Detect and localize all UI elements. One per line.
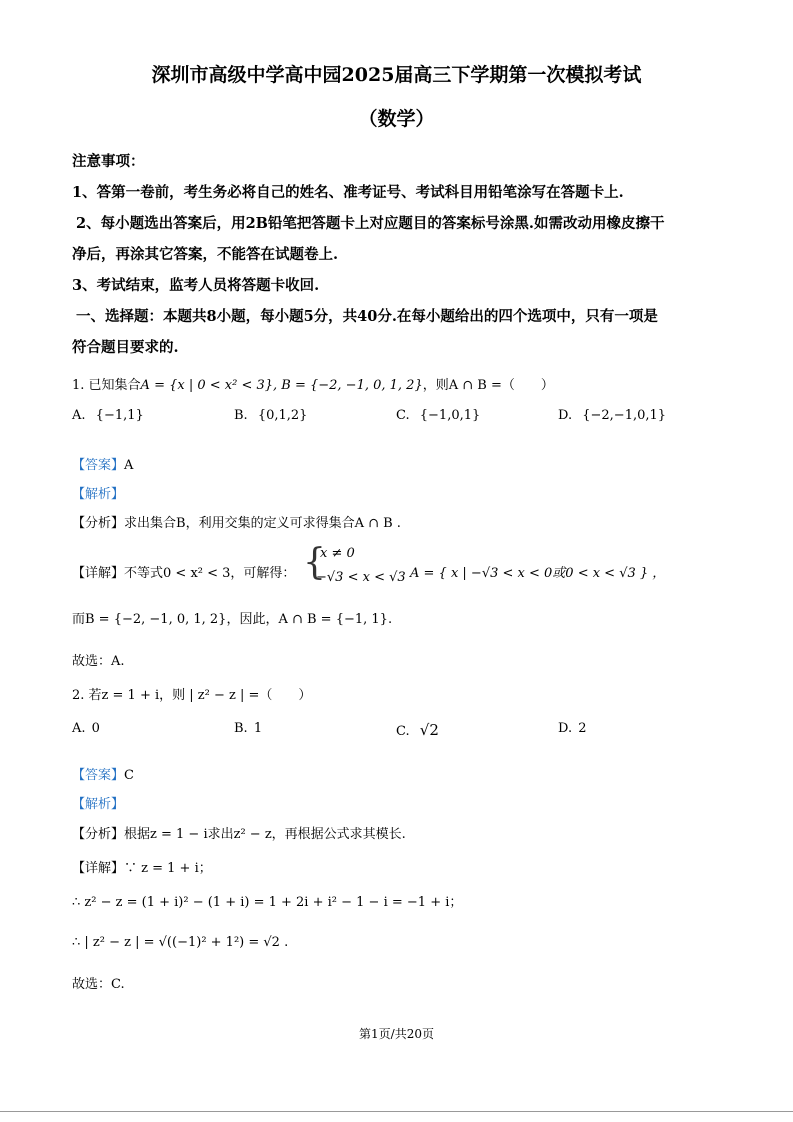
q1-line-b: 而B = {−2, −1, 0, 1, 2}，因此，A ∩ B = {−1, 1}. [72,612,393,627]
q2-stem: 2. 若z = 1 + i，则 | z² − z | =（ ） [72,688,312,703]
q2-option-c [396,721,439,739]
fenxi-text: 求出集合B，利用交集的定义可求得集合A ∩ B . [124,516,401,531]
page-bottom-divider [0,1111,793,1112]
q1-stem-math: A = {x | 0 < x² < 3}, B = {−2, −1, 0, 1, 2} [140,378,423,393]
option-value: {−1,0,1} [419,408,481,423]
option-label: C. [396,724,410,739]
q2-answer [72,764,134,783]
note-item-1: 1、答第一卷前，考生务必将自己的姓名、准考证号、考试科目用铅笔涂写在答题卡上. [72,184,624,201]
q1-option-b [234,408,307,423]
q2-analysis-tag: 【解析】 [72,797,125,812]
q2-option-b [234,721,262,736]
q1-sys-bottom: −√3 < x < √3 [316,570,406,585]
q1-option-c [396,408,480,423]
option-label: B. [234,721,248,736]
q2-line2: ∴ z² − z = (1 + i)² − (1 + i) = 1 + 2i + i² − 1 − i = −1 + i； [72,895,463,910]
q1-answer [72,454,133,473]
page-title: 深圳市高级中学高中园2025届高三下学期第一次模拟考试 [151,64,642,86]
q2-option-a [72,721,100,736]
xiangjie-text: ∵ z = 1 + i； [124,861,212,876]
page-subtitle: （数学） [358,108,435,130]
q1-option-d [558,408,666,423]
q1-sys-top: x ≠ 0 [320,546,355,561]
q2-fenxi [72,823,406,842]
q1-choice: 故选：A. [72,654,125,669]
xiangjie-tag: 【详解】 [72,861,125,876]
q1-xiangjie [72,562,295,581]
fenxi-tag: 【分析】 [72,516,125,531]
answer-value: A [124,458,134,473]
page-number: 第1页/共20页 [359,1027,434,1041]
xiangjie-tag: 【详解】 [72,566,125,581]
q2-choice: 故选：C. [72,977,125,992]
fenxi-text: 根据z = 1 − i求出z² − z，再根据公式求其模长. [124,827,406,842]
note-item-2-line1: 2、每小题选出答案后，用2B铅笔把答题卡上对应题目的答案标号涂黑.如需改动用橡皮擦干 [76,215,665,232]
brace-symbol: { [303,542,326,583]
answer-tag: 【答案】 [72,458,125,473]
option-value: {−2,−1,0,1} [582,408,667,423]
q1-option-a [72,408,144,423]
option-value: {−1,1} [95,408,144,423]
section-heading-line2: 符合题目要求的. [72,339,179,356]
option-value: √2 [419,721,439,739]
q2-line3: ∴ | z² − z | = √((−1)² + 1²) = √2 . [72,935,289,950]
note-item-2-line2: 净后，再涂其它答案，不能答在试题卷上. [72,246,339,263]
answer-value: C [124,768,134,783]
q1-stem-prefix: 1. 已知集合 [72,378,141,393]
q2-option-d [558,721,587,736]
q1-analysis-tag: 【解析】 [72,487,125,502]
option-label: B. [234,408,248,423]
section-heading-line1: 一、选择题：本题共8小题，每小题5分，共40分.在每小题给出的四个选项中，只有一项是 [76,308,658,325]
option-value: 2 [578,721,587,736]
fenxi-tag: 【分析】 [72,827,125,842]
option-value: {0,1,2} [257,408,308,423]
option-value: 0 [91,721,100,736]
notes-heading: 注意事项： [72,153,145,170]
option-label: D. [558,721,573,736]
q1-xiangjie-set: A = { x | −√3 < x < 0或0 < x < √3 } ， [410,566,666,581]
q1-stem-suffix: ，则A ∩ B =（ ） [422,378,554,393]
option-label: A. [72,408,86,423]
answer-tag: 【答案】 [72,768,125,783]
q2-xiangjie [72,857,212,876]
option-label: C. [396,408,410,423]
note-item-3: 3、考试结束，监考人员将答题卡收回. [72,277,320,294]
xiangjie-text: 不等式0 < x² < 3，可解得： [124,566,296,581]
q1-fenxi [72,512,401,531]
option-value: 1 [253,721,263,736]
option-label: A. [72,721,86,736]
q1-stem [72,374,554,393]
option-label: D. [558,408,573,423]
